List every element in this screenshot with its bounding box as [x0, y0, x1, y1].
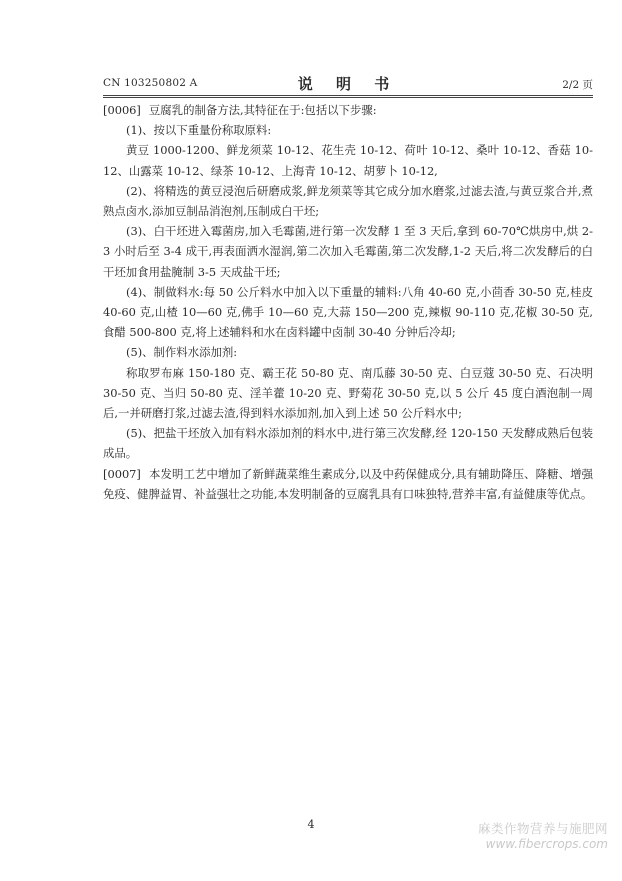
- watermark-text: 麻类作物营养与施肥网: [477, 821, 608, 836]
- page-indicator: 2/2 页: [562, 79, 593, 91]
- watermark-url: www.fibercrops.com: [485, 837, 608, 851]
- page-header: [103, 73, 593, 93]
- header-rule-top: [103, 95, 593, 96]
- paragraph-0007-text: 本发明工艺中增加了新鲜蔬菜维生素成分,以及中药保健成分,具有辅助降压、降糖、增强免疫、健脾益胃、补益强壮之功能,本发明制备的豆腐乳具有口味独特,营养丰富,有益健康等优点。: [103, 466, 593, 501]
- document-title: 说 明 书: [297, 75, 399, 93]
- step-5-title: (5)、制作料水添加剂:: [126, 345, 238, 360]
- watermark: [478, 819, 608, 851]
- step-1-text: 黄豆 1000-1200、鲜龙须菜 10-12、花生壳 10-12、荷叶 10-12、桑叶 10-12、香菇 10-12、山露菜 10-12、绿茶 10-12、上海青 10-12、胡萝卜 10-12,: [103, 143, 593, 178]
- document-body: [103, 100, 593, 504]
- paragraph-0006-intro-text: 豆腐乳的制备方法,其特征在于:包括以下步骤:: [148, 103, 377, 117]
- step-1-title: (1)、按以下重量份称取原料:: [126, 123, 272, 138]
- paragraph-0006-intro: [103, 100, 593, 120]
- step-5-text: 称取罗布麻 150-180 克、霸王花 50-80 克、南瓜藤 30-50 克、白豆蔻 30-50 克、石决明 30-50 克、当归 50-80 克、淫羊藿 10-20 克、野菊花 30-50 克,以 5 公斤 45 度白酒泡制一周后,一并研磨打浆,过滤去渣,得到料水添加剂,加入到上述 50 公斤料水中;: [103, 365, 593, 421]
- paragraph-0007: [103, 464, 593, 504]
- step-6: (5)、把盐干坯放入加有料水添加剂的料水中,进行第三次发酵,经 120-150 天发酵成熟后包装成品。: [103, 426, 593, 461]
- page-number: 4: [307, 818, 315, 831]
- paragraph-tag-0007: [0007]: [103, 466, 141, 481]
- paragraph-tag-0006: [0006]: [103, 103, 141, 117]
- header-rule-bottom: [103, 97, 593, 98]
- step-4: (4)、制做料水:每 50 公斤料水中加入以下重量的辅料:八角 40-60 克,小茴香 30-50 克,桂皮 40-60 克,山楂 10—60 克,佛手 10—60 克,大蒜 150—200 克,辣椒 90-110 克,花椒 30-50 克,食醋 500-800 克,将上述辅料和水在卤料罐中卤制 30-40 分钟后冷却;: [103, 284, 593, 340]
- step-2: (2)、将精选的黄豆浸泡后研磨成浆,鲜龙须菜等其它成分加水磨浆,过滤去渣,与黄豆浆合并,煮熟点卤水,添加豆制品消泡剂,压制成白干坯;: [103, 183, 593, 219]
- document-number: CN 103250802 A: [103, 77, 198, 89]
- step-3: (3)、白干坯进入霉菌房,加入毛霉菌,进行第一次发酵 1 至 3 天后,拿到 60-70℃烘房中,烘 2-3 小时后至 3-4 成干,再表面洒水湿润,第二次加入毛霉菌,第二次发酵,1-2 天后,将二次发酵后的白干坯加食用盐腌制 3-5 天成盐干坯;: [103, 224, 593, 279]
